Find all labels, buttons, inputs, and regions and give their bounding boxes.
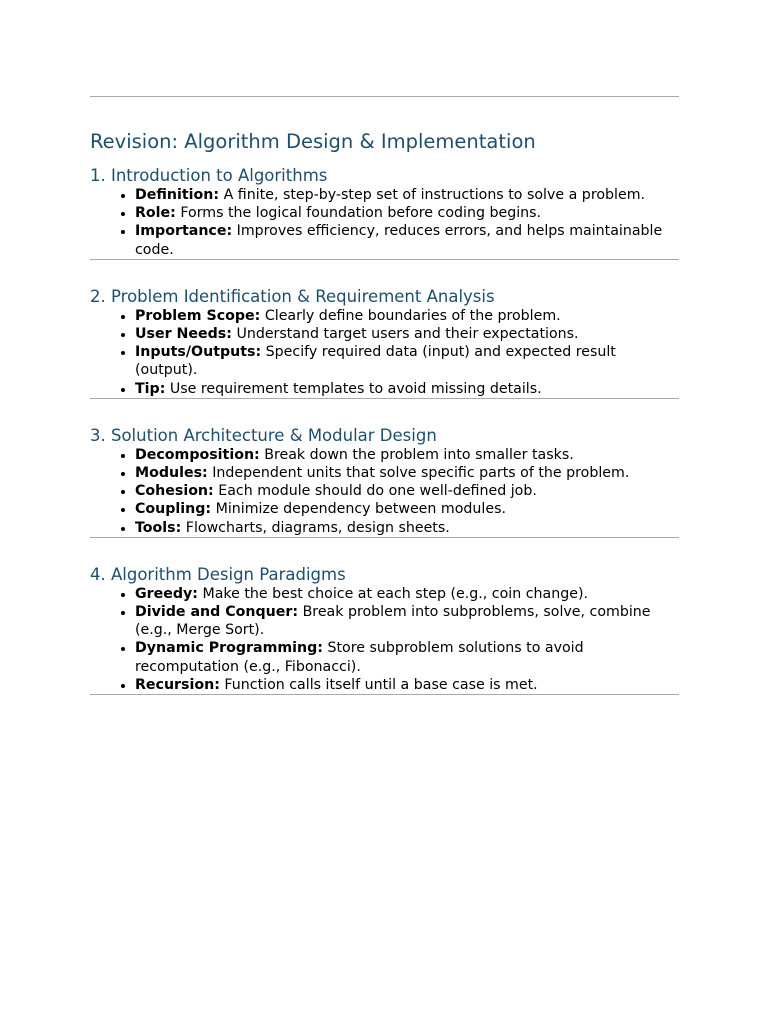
list-item: [135, 343, 679, 379]
bullet-list: [90, 446, 679, 537]
item-text: Break down the problem into smaller tasks.: [264, 446, 574, 463]
item-text: Minimize dependency between modules.: [215, 501, 506, 518]
list-item: [135, 186, 679, 204]
list-item: [135, 446, 679, 464]
document-page: [90, 96, 679, 695]
list-item: [135, 307, 679, 325]
section-introduction: [90, 154, 679, 260]
list-item: [135, 464, 679, 482]
section-heading: 2. Problem Identification & Requirement Analysis: [90, 286, 495, 306]
item-text: Understand target users and their expectations.: [236, 326, 579, 343]
list-item: [135, 500, 679, 518]
item-term: Definition:: [135, 187, 220, 203]
document-title: Revision: Algorithm Design & Implementation: [90, 130, 536, 153]
item-term: Tip:: [135, 380, 166, 397]
item-text: Clearly define boundaries of the problem.: [264, 307, 561, 324]
item-term: Tools:: [135, 519, 182, 536]
item-text: Function calls itself until a base case is met.: [224, 676, 538, 693]
bullet-list: [90, 307, 679, 398]
item-term: Decomposition:: [135, 446, 260, 463]
item-term: Role:: [135, 205, 176, 222]
item-text: Use requirement templates to avoid missing details.: [169, 380, 542, 397]
section-heading: 4. Algorithm Design Paradigms: [90, 564, 346, 584]
section-modular-design: [90, 399, 679, 538]
section-requirement-analysis: [90, 260, 679, 399]
item-text: Independent units that solve specific parts of the problem.: [212, 465, 630, 482]
item-text: Store subproblem solutions to avoid recomputation (e.g., Fibonacci).: [135, 640, 584, 675]
list-item: [135, 325, 679, 343]
section-divider: [90, 694, 679, 695]
section-design-paradigms: [90, 538, 679, 695]
item-term: Recursion:: [135, 676, 220, 693]
list-item: [135, 380, 679, 398]
item-text: Flowcharts, diagrams, design sheets.: [185, 519, 450, 536]
item-term: Importance:: [135, 223, 233, 240]
item-term: Dynamic Programming:: [135, 640, 323, 657]
bullet-list: [90, 585, 679, 694]
item-term: User Needs:: [135, 326, 232, 343]
item-text: Forms the logical foundation before coding begins.: [180, 205, 542, 222]
section-heading: 3. Solution Architecture & Modular Design: [90, 425, 437, 445]
item-text: Make the best choice at each step (e.g., coin change).: [202, 585, 588, 602]
list-item: [135, 676, 679, 694]
item-text: Break problem into subproblems, solve, combine (e.g., Merge Sort).: [135, 604, 651, 639]
item-term: Inputs/Outputs:: [135, 344, 262, 361]
list-item: [135, 222, 679, 258]
list-item: [135, 603, 679, 639]
list-item: [135, 204, 679, 222]
list-item: [135, 482, 679, 500]
item-text: Each module should do one well-defined job.: [218, 483, 537, 500]
list-item: [135, 639, 679, 675]
item-text: Specify required data (input) and expected result (output).: [135, 344, 616, 379]
item-term: Problem Scope:: [135, 307, 261, 324]
item-term: Divide and Conquer:: [135, 604, 299, 621]
section-heading: 1. Introduction to Algorithms: [90, 166, 328, 185]
item-text: Improves efficiency, reduces errors, and helps maintainable code.: [135, 223, 663, 258]
list-item: [135, 519, 679, 537]
item-text: A finite, step-by-step set of instructions to solve a problem.: [223, 187, 646, 203]
item-term: Greedy:: [135, 585, 198, 602]
list-item: [135, 585, 679, 603]
item-term: Cohesion:: [135, 483, 214, 500]
item-term: Coupling:: [135, 501, 212, 518]
item-term: Modules:: [135, 465, 208, 482]
bullet-list: [90, 186, 679, 259]
